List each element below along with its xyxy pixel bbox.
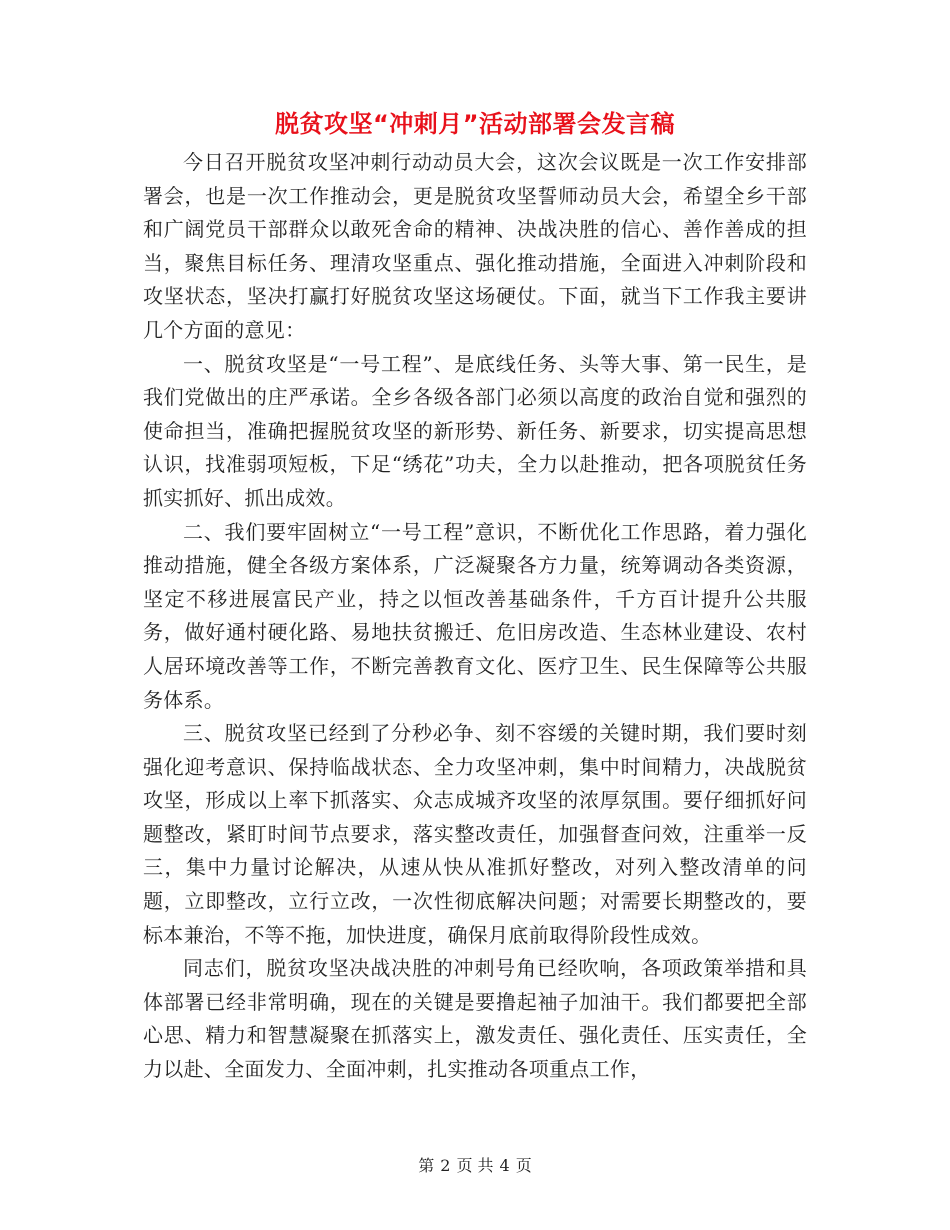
footer-suffix: 页 — [515, 1156, 532, 1175]
footer-prefix: 第 — [418, 1156, 435, 1175]
paragraph-point-one: 一、脱贫攻坚是“一号工程”、是底线任务、头等大事、第一民生，是我们党做出的庄严承诺。全乡各级各部门必须以高度的政治自觉和强烈的使命担当，准确把握脱贫攻坚的新形势、新任务、新要求，切实提高思想认识，找准弱项短板，下足“绣花”功夫，全力以赴推动，把各项脱贫任务抓实抓好、抓出成效。 — [143, 351, 807, 510]
paragraph-point-two: 二、我们要牢固树立“一号工程”意识，不断优化工作思路，着力强化推动措施，健全各级方案体系，广泛凝聚各方力量，统筹调动各类资源，坚定不移进展富民产业，持之以恒改善基础条件，千方百计提升公共服务，做好通村硬化路、易地扶贫搬迁、危旧房改造、生态林业建设、农村人居环境改善等工作，不断完善教育文化、医疗卫生、民生保障等公共服务体系。 — [143, 519, 807, 712]
document-title: 脱贫攻坚“冲刺月”活动部署会发言稿 — [274, 110, 676, 138]
paragraph-intro: 今日召开脱贫攻坚冲刺行动动员大会，这次会议既是一次工作安排部署会，也是一次工作推动会，更是脱贫攻坚誓师动员大会，希望全乡干部和广阔党员干部群众以敢死舍命的精神、决战决胜的信心、善作善成的担当，聚焦目标任务、理清攻坚重点、强化推动措施，全面进入冲刺阶段和攻坚状态，坚决打赢打好脱贫攻坚这场硬仗。下面，就当下工作我主要讲几个方面的意见： — [143, 150, 807, 342]
footer-page-number: 2 — [440, 1156, 451, 1175]
paragraph-closing: 同志们，脱贫攻坚决战决胜的冲刺号角已经吹响，各项政策举措和具体部署已经非常明确，现在的关键是要撸起袖子加油干。我们都要把全部心思、精力和智慧凝聚在抓落实上，激发责任、强化责任、压实责任，全力以赴、全面发力、全面冲刺，扎实推动各项重点工作， — [143, 956, 807, 1082]
page-footer — [0, 1155, 950, 1177]
footer-middle: 页 共 — [456, 1156, 494, 1175]
footer-total-pages: 4 — [499, 1156, 510, 1175]
paragraph-point-three: 三、脱贫攻坚已经到了分秒必争、刻不容缓的关键时期，我们要时刻强化迎考意识、保持临战状态、全力攻坚冲刺，集中时间精力，决战脱贫攻坚，形成以上率下抓落实、众志成城齐攻坚的浓厚氛围。要仔细抓好问题整改，紧盯时间节点要求，落实整改责任，加强督查问效，注重举一反三，集中力量讨论解决，从速从快从准抓好整改，对列入整改清单的问题，立即整改，立行立改，一次性彻底解决问题；对需要长期整改的，要标本兼治，不等不拖，加快进度，确保月底前取得阶段性成效。 — [143, 721, 807, 947]
document-body — [143, 146, 807, 1087]
